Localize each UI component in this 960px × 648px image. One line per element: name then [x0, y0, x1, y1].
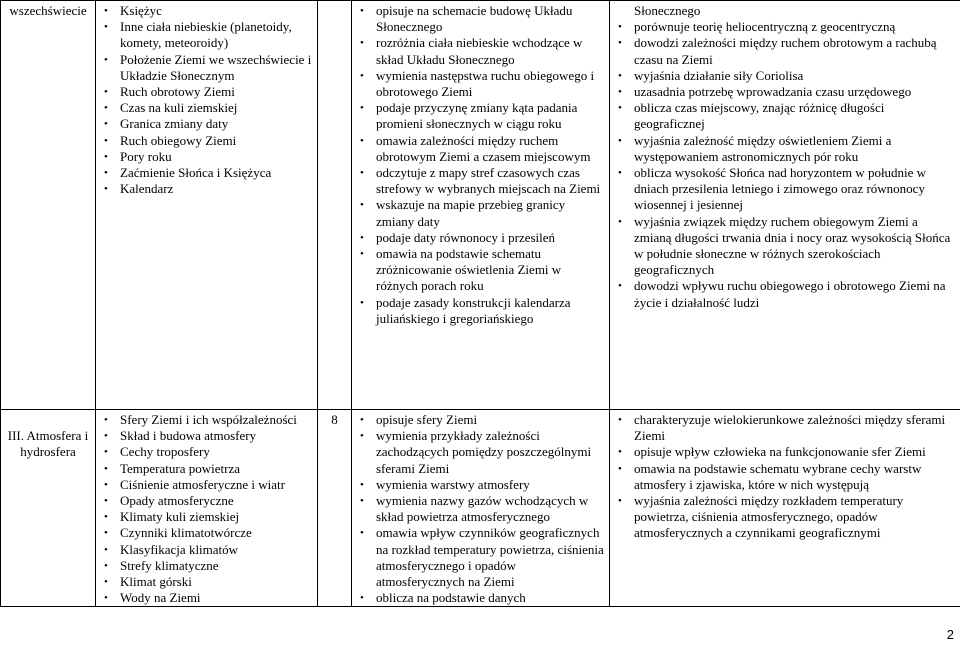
list-item: [614, 214, 956, 279]
list-item: [614, 165, 956, 214]
list-item: [100, 525, 313, 541]
list-item-text: Klasyfikacja klimatów: [120, 541, 239, 557]
topic-text: III. Atmosfera i hydrosfera: [7, 428, 89, 460]
list-item: [614, 444, 956, 460]
list-item: [100, 558, 313, 574]
list-item: [614, 35, 956, 67]
list-item-text: Ruch obiegowy Ziemi: [120, 132, 237, 148]
hours-text: 8: [331, 412, 338, 427]
list-item: [100, 461, 313, 477]
list-item-text: oblicza na podstawie danych: [376, 590, 526, 606]
list-item: [356, 590, 605, 606]
basic-requirements-list: [356, 412, 605, 606]
table-row: [1, 1, 960, 410]
list-item-text: Zaćmienie Słońca i Księżyca: [120, 165, 272, 181]
list-item-text: Opady atmosferyczne: [120, 493, 234, 509]
list-item: [356, 133, 605, 165]
list-item-text: Położenie Ziemi we wszechświecie i Układzie Słonecznym: [120, 51, 312, 83]
list-item: [356, 295, 605, 327]
list-item-text: wymienia przykłady zależności zachodzących pomiędzy poszczególnymi sferami Ziemi: [376, 428, 592, 476]
list-item: [356, 525, 605, 590]
list-item: [356, 35, 605, 67]
list-item-text: Wody na Ziemi: [120, 590, 201, 606]
list-item-text: wymienia następstwa ruchu obiegowego i obrotowego Ziemi: [376, 67, 595, 100]
list-item-text: wyjaśnia związek między ruchem obiegowym Ziemi a zmianą długości trwania dnia i nocy oraz wysokością Słońca w południe słoneczne w różnych szerokościach geograficznych: [634, 213, 951, 278]
list-item-text: Cechy troposfery: [120, 444, 210, 460]
list-item-text: Czas na kuli ziemskiej: [120, 100, 238, 116]
list-item: [100, 181, 313, 197]
list-item: [614, 278, 956, 310]
extended-requirements-cell: [610, 1, 960, 410]
list-item: [614, 68, 956, 84]
list-item: [356, 165, 605, 197]
list-item: [100, 477, 313, 493]
list-item: [614, 133, 956, 165]
list-item-text: wyjaśnia działanie siły Coriolisa: [634, 67, 804, 83]
extended-requirements-cell: [610, 410, 960, 607]
list-item-text: Księżyc: [120, 3, 162, 18]
list-item: [614, 100, 956, 132]
list-item-text: omawia na podstawie schematu zróżnicowanie oświetlenia Ziemi w różnych porach roku: [376, 246, 562, 294]
list-item: [614, 19, 956, 35]
topic-text: wszechświecie: [9, 3, 87, 18]
list-item-text: Kalendarz: [120, 181, 174, 197]
list-item: [356, 230, 605, 246]
list-item-text: oblicza czas miejscowy, znając różnicę długości geograficznej: [634, 100, 885, 132]
list-item-text: Ruch obrotowy Ziemi: [120, 84, 235, 100]
list-item-text: omawia zależności między ruchem obrotowym Ziemi a czasem miejscowym: [376, 132, 591, 164]
list-item: [100, 165, 313, 181]
list-item-text: Strefy klimatyczne: [120, 557, 219, 573]
list-item: [100, 52, 313, 84]
list-item-text: Sfery Ziemi i ich współzależności: [120, 412, 297, 427]
list-item: [356, 68, 605, 100]
list-item: [614, 461, 956, 493]
list-item-text: Skład i budowa atmosfery: [120, 428, 257, 444]
list-item: [614, 3, 956, 19]
list-item: [100, 509, 313, 525]
list-item: [356, 246, 605, 295]
content-list: [100, 3, 313, 197]
extended-requirements-list: [614, 3, 956, 311]
content-cell: [96, 410, 318, 607]
list-item-text: rozróżnia ciała niebieskie wchodzące w skład Układu Słonecznego: [376, 35, 583, 67]
list-item: [356, 3, 605, 35]
list-item: [356, 197, 605, 229]
list-item-text: opisuje sfery Ziemi: [376, 412, 478, 427]
list-item-text: oblicza wysokość Słońca nad horyzontem w południe w dniach przesilenia letniego i zimowego oraz równonocy wiosennej i jesiennej: [634, 165, 927, 213]
list-item: [100, 133, 313, 149]
list-item-text: odczytuje z mapy stref czasowych czas strefowy w wybranych miejscach na Ziemi: [376, 165, 601, 197]
list-item: [614, 84, 956, 100]
list-item-text: wskazuje na mapie przebieg granicy zmiany daty: [376, 197, 566, 229]
basic-requirements-cell: [352, 410, 610, 607]
list-item: [100, 493, 313, 509]
list-item: [100, 100, 313, 116]
list-item-text: wyjaśnia zależność między oświetleniem Ziemi a występowaniem astronomicznych pór roku: [634, 132, 892, 164]
list-item-text: wymienia nazwy gazów wchodzących w skład powietrza atmosferycznego: [376, 493, 589, 525]
basic-requirements-list: [356, 3, 605, 327]
list-item: [100, 574, 313, 590]
list-item: [100, 149, 313, 165]
list-item: [100, 412, 313, 428]
list-item: [614, 412, 956, 444]
list-item-text: Klimaty kuli ziemskiej: [120, 509, 240, 525]
list-item: [100, 116, 313, 132]
list-item-text: Ciśnienie atmosferyczne i wiatr: [120, 476, 285, 492]
list-item-text: dowodzi zależności między ruchem obrotowym a rachubą czasu na Ziemi: [634, 35, 937, 67]
list-item-text: charakteryzuje wielokierunkowe zależności między sferami Ziemi: [634, 412, 946, 444]
list-item: [100, 19, 313, 51]
list-item: [356, 477, 605, 493]
list-item-text: omawia na podstawie schematu wybrane cechy warstw atmosfery i zjawiska, które w nich występują: [634, 460, 922, 492]
content-list: [100, 412, 313, 606]
list-item-text: podaje daty równonocy i przesileń: [376, 229, 556, 245]
extended-requirements-list: [614, 412, 956, 542]
list-item: [356, 428, 605, 477]
list-item-text: Klimat górski: [120, 574, 192, 590]
list-item: [100, 444, 313, 460]
list-item-text: porównuje teorię heliocentryczną z geocentryczną: [634, 19, 896, 35]
list-item-text: opisuje wpływ człowieka na funkcjonowanie sfer Ziemi: [634, 444, 926, 460]
hours-cell: [318, 1, 352, 410]
list-item-text: uzasadnia potrzebę wprowadzania czasu urzędowego: [634, 84, 912, 100]
list-item-text: omawia wpływ czynników geograficznych na rozkład temperatury powietrza, ciśnienia atmosferycznego i opadów atmosferycznych na Ziemi: [376, 525, 604, 590]
list-item: [356, 100, 605, 132]
topic-cell: [1, 410, 96, 607]
list-item-text: Inne ciała niebieskie (planetoidy, komety, meteoroidy): [120, 19, 292, 51]
list-item: [356, 493, 605, 525]
page-number: 2: [946, 627, 954, 642]
content-cell: [96, 1, 318, 410]
list-item-text: Słonecznego: [634, 3, 701, 18]
list-item-text: opisuje na schemacie budowę Układu Słonecznego: [376, 3, 573, 35]
list-item-text: podaje zasady konstrukcji kalendarza juliańskiego i gregoriańskiego: [376, 294, 571, 326]
list-item-text: dowodzi wpływu ruchu obiegowego i obrotowego Ziemi na życie i działalność ludzi: [634, 278, 946, 310]
list-item: [100, 3, 313, 19]
list-item-text: Pory roku: [120, 148, 172, 164]
list-item-text: Czynniki klimatotwórcze: [120, 525, 252, 541]
list-item: [356, 412, 605, 428]
hours-cell: [318, 410, 352, 607]
list-item-text: Granica zmiany daty: [120, 116, 229, 132]
list-item-text: Temperatura powietrza: [120, 460, 240, 476]
basic-requirements-cell: [352, 1, 610, 410]
list-item-text: wymienia warstwy atmosfery: [376, 476, 530, 492]
list-item: [100, 590, 313, 606]
list-item-text: podaje przyczynę zmiany kąta padania promieni słonecznych w ciągu roku: [376, 100, 578, 132]
topic-cell: [1, 1, 96, 410]
list-item: [614, 493, 956, 542]
list-item: [100, 84, 313, 100]
list-item: [100, 542, 313, 558]
list-item: [100, 428, 313, 444]
list-item-text: wyjaśnia zależności między rozkładem temperatury powietrza, ciśnienia atmosferycznego, opadów atmosferycznych a czynnikami geograficznymi: [634, 493, 904, 541]
table-row: [1, 410, 960, 607]
